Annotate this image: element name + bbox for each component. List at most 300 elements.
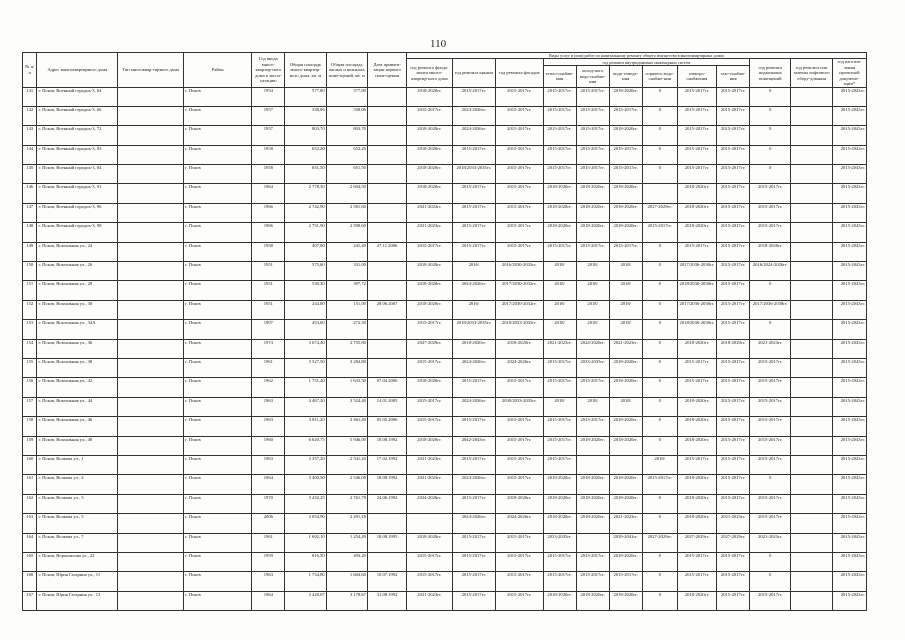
table-cell: 2015-2017гг. bbox=[677, 165, 716, 184]
table-cell: г. Псков, Вокзальная ул., 44 bbox=[37, 397, 118, 416]
table-cell: 2018-2020гг. bbox=[677, 397, 716, 416]
table-cell: 2015-2017гг. bbox=[496, 184, 544, 203]
table-cell bbox=[118, 552, 184, 571]
table-cell: 2015-2017гг. bbox=[717, 378, 750, 397]
table-cell: 2018-2020гг. bbox=[576, 591, 609, 610]
table-cell: 2018/ bbox=[543, 320, 576, 339]
table-cell: 0 bbox=[750, 552, 791, 571]
table-cell: 3 357,20 bbox=[285, 455, 326, 474]
table-cell: 2015-2017гг. bbox=[717, 591, 750, 610]
table-cell: 2018-2020гг. bbox=[609, 494, 642, 513]
table-cell bbox=[791, 223, 832, 242]
table-cell: 2015-2017гг. bbox=[677, 552, 716, 571]
table-cell: 2015-2017гг. bbox=[717, 475, 750, 494]
table-cell: 2021-2023гг. bbox=[407, 475, 452, 494]
col-basement-header: год ремонта подвальных помещений bbox=[750, 59, 791, 88]
table-cell: 2 590,60 bbox=[326, 223, 367, 242]
table-cell: г. Псков bbox=[184, 126, 252, 145]
table-cell bbox=[118, 436, 184, 455]
table-cell: 2015-2043гг. bbox=[832, 494, 866, 513]
table-cell bbox=[791, 184, 832, 203]
table-cell: 2015-2017гг. bbox=[496, 378, 544, 397]
table-cell: 2 541,20 bbox=[326, 455, 367, 474]
table-cell: 2015-2017гг. bbox=[407, 572, 452, 591]
table-cell: 0 bbox=[642, 300, 677, 319]
table-cell: 2015-2017гг. bbox=[452, 203, 495, 222]
table-cell: 2018-2020гг. bbox=[609, 203, 642, 222]
table-cell: 2015-2017гг. bbox=[496, 572, 544, 591]
table-cell: 2015-2017гг. bbox=[543, 378, 576, 397]
table-row bbox=[23, 223, 867, 242]
table-cell: 2015-2017гг. bbox=[407, 320, 452, 339]
table-cell: 2018-2020гг. bbox=[609, 436, 642, 455]
table-cell: г. Псков, Военный городок-3, 91 bbox=[37, 184, 118, 203]
table-cell: г. Псков bbox=[184, 514, 252, 533]
table-cell: 1966 bbox=[252, 223, 285, 242]
table-cell: 159 bbox=[23, 436, 37, 455]
table-cell: г. Псков, Юрия Гагарина ул., 13 bbox=[37, 591, 118, 610]
table-cell: 803,70 bbox=[285, 126, 326, 145]
col-roof-header: год ремонта крыши bbox=[452, 59, 495, 88]
table-cell: 2024-2026гг. bbox=[452, 281, 495, 300]
table-cell: 2018-2020гг. bbox=[717, 339, 750, 358]
table-cell: 0 bbox=[642, 378, 677, 397]
table-row bbox=[23, 281, 867, 300]
table-cell: 1951 bbox=[252, 262, 285, 281]
table-cell: 0 bbox=[750, 165, 791, 184]
table-cell: 2016/2030-2032гг. bbox=[496, 262, 544, 281]
table-cell: 2015-2017гг. bbox=[496, 165, 544, 184]
table-cell: 3 674,40 bbox=[285, 339, 326, 358]
table-cell: 2015-2017гг. bbox=[543, 552, 576, 571]
table-cell bbox=[791, 281, 832, 300]
table-cell: 2015-2017гг. bbox=[717, 359, 750, 378]
works-group-header: Виды услуг и (или) работ по капитальному ремонту общего имущества в многоквартирных домах bbox=[407, 53, 867, 59]
table-cell: г. Псков bbox=[184, 145, 252, 164]
table-cell bbox=[791, 203, 832, 222]
table-cell: 2015-2043гг. bbox=[832, 572, 866, 591]
table-cell: 0 bbox=[642, 281, 677, 300]
table-cell: г. Псков bbox=[184, 436, 252, 455]
table-cell: 1 632,50 bbox=[326, 378, 367, 397]
table-cell: 2024-2026гг. bbox=[452, 126, 495, 145]
table-cell: 1964 bbox=[252, 184, 285, 203]
table-cell bbox=[576, 455, 609, 474]
table-cell: 2015-2017гг. bbox=[750, 514, 791, 533]
table-cell: 2024-2026гг. bbox=[452, 475, 495, 494]
table-cell: г. Псков, Вокзальная ул., 24 bbox=[37, 242, 118, 261]
table-cell: 2015-2043гг. bbox=[832, 242, 866, 261]
table-cell: 652,20 bbox=[326, 145, 367, 164]
table-cell: 2015-2017гг. bbox=[717, 436, 750, 455]
table-cell: г. Псков, Волкова ул., 7 bbox=[37, 533, 118, 552]
table-cell: 2015-2017гг. bbox=[677, 126, 716, 145]
table-row bbox=[23, 475, 867, 494]
table-cell bbox=[118, 145, 184, 164]
table-cell: 0 bbox=[642, 591, 677, 610]
table-cell: 2018-2020гг. bbox=[543, 514, 576, 533]
table-cell: 2015-2017гг. bbox=[717, 87, 750, 106]
table-cell: 2 778,30 bbox=[285, 184, 326, 203]
table-cell: 2015-2017гг. bbox=[407, 106, 452, 125]
table-cell: г. Псков, Волкова ул., 1 bbox=[37, 455, 118, 474]
table-cell: 2024-2026гг. bbox=[576, 339, 609, 358]
table-cell: 2015-2017гг. bbox=[717, 281, 750, 300]
table-cell: 162 bbox=[23, 494, 37, 513]
table-cell: 651,50 bbox=[285, 165, 326, 184]
table-cell: 2015-2017гг. bbox=[496, 533, 544, 552]
table-cell: г. Псков bbox=[184, 339, 252, 358]
col-heat-header: тепло-снабже-ния bbox=[543, 66, 576, 87]
table-cell: 2024-2026гг. bbox=[452, 514, 495, 533]
table-cell: 3 527,50 bbox=[285, 359, 326, 378]
table-cell: 154 bbox=[23, 339, 37, 358]
table-cell bbox=[791, 397, 832, 416]
table-row bbox=[23, 359, 867, 378]
col-total-area-header: Общая площадь много-квартир-ного дома, кв. м bbox=[285, 53, 326, 88]
col-gas-header: газо-снабже-ния bbox=[717, 66, 750, 87]
table-cell: 0 bbox=[642, 552, 677, 571]
table-cell: 2015-2043гг. bbox=[832, 378, 866, 397]
table-cell: 244,00 bbox=[285, 300, 326, 319]
table-cell: г. Псков, Военный городок-3, 98 bbox=[37, 223, 118, 242]
table-cell: 272,30 bbox=[326, 320, 367, 339]
table-cell bbox=[407, 514, 452, 533]
table-cell bbox=[118, 262, 184, 281]
table-cell: 2015-2017гг. bbox=[717, 145, 750, 164]
table-cell: 2018-2020гг. bbox=[576, 203, 609, 222]
table-row bbox=[23, 417, 867, 436]
table-cell: г. Псков, Военный городок-3, 84 bbox=[37, 165, 118, 184]
table-cell bbox=[791, 514, 832, 533]
table-cell: 2015-2017гг. bbox=[452, 87, 495, 106]
table-cell: 2015-2043гг. bbox=[832, 203, 866, 222]
table-cell: 331,00 bbox=[326, 262, 367, 281]
table-cell: 2015-2017гг. bbox=[677, 378, 716, 397]
table-cell: 2015-2043гг. bbox=[832, 591, 866, 610]
table-cell: 2015-2043гг. bbox=[832, 397, 866, 416]
table-cell: 1958 bbox=[252, 165, 285, 184]
table-cell: 0 bbox=[642, 242, 677, 261]
col-electric-header: электро-снабжения bbox=[677, 66, 716, 87]
table-cell: 2027-2029гг. bbox=[677, 533, 716, 552]
table-cell: 2018-2020гг. bbox=[496, 494, 544, 513]
table-cell: 6 620,75 bbox=[285, 436, 326, 455]
table-cell: 2006 bbox=[252, 514, 285, 533]
table-cell: 0 bbox=[642, 514, 677, 533]
table-cell bbox=[791, 320, 832, 339]
table-cell: 151 bbox=[23, 281, 37, 300]
table-row bbox=[23, 262, 867, 281]
table-cell bbox=[791, 126, 832, 145]
table-cell: 2015-2017гг. bbox=[717, 242, 750, 261]
table-cell: 2021-2023гг. bbox=[609, 514, 642, 533]
table-cell: 0 bbox=[642, 262, 677, 281]
table-cell: 2015-2017гг. bbox=[677, 87, 716, 106]
table-cell: 2018/ bbox=[543, 397, 576, 416]
table-cell: 2024-2026гг. bbox=[496, 514, 544, 533]
table-cell: г. Псков bbox=[184, 300, 252, 319]
table-cell: 2018-2020гг. bbox=[407, 126, 452, 145]
table-cell: 2015-2017гг. bbox=[496, 417, 544, 436]
table-cell bbox=[118, 165, 184, 184]
table-cell: 155 bbox=[23, 359, 37, 378]
table-row bbox=[23, 203, 867, 222]
table-cell: г. Псков, Ворошилова ул., 22 bbox=[37, 552, 118, 571]
table-cell: г. Псков bbox=[184, 494, 252, 513]
col-cold-water-header: холод-ного водо-снабже-ния bbox=[576, 66, 609, 87]
table-cell: 2015-2043гг. bbox=[832, 475, 866, 494]
table-cell: 2018-2020гг. bbox=[677, 223, 716, 242]
table-cell: 2018-2020гг. bbox=[609, 223, 642, 242]
table-cell: 2 742,90 bbox=[285, 203, 326, 222]
table-cell: 2015-2043гг. bbox=[832, 320, 866, 339]
table-cell: г. Псков bbox=[184, 378, 252, 397]
col-elevator-header: год ремонта или замены лифтового обору-дования bbox=[791, 59, 832, 88]
table-cell: 2018-2020гг. bbox=[576, 436, 609, 455]
table-cell: 2018-2020гг. bbox=[407, 184, 452, 203]
table-cell: 1 751,40 bbox=[285, 378, 326, 397]
table-cell: 2015-2017гг. bbox=[717, 397, 750, 416]
table-cell: 2015-2017гг. bbox=[543, 242, 576, 261]
table-cell: 2 604,50 bbox=[326, 184, 367, 203]
table-cell: 2033-2035гг. bbox=[576, 359, 609, 378]
table-cell: 0 bbox=[642, 87, 677, 106]
table-body bbox=[23, 87, 867, 611]
table-cell: 241,40 bbox=[326, 242, 367, 261]
table-cell: 2015-2017гг. bbox=[496, 145, 544, 164]
table-cell bbox=[367, 184, 406, 203]
table-cell: 158 bbox=[23, 417, 37, 436]
table-cell: 2021-2023гг. bbox=[407, 591, 452, 610]
table-cell: 2018-2020гг. bbox=[407, 145, 452, 164]
table-cell: 2021-2023гг. bbox=[717, 514, 750, 533]
table-cell: 2018-2020гг. bbox=[609, 126, 642, 145]
table-cell bbox=[791, 494, 832, 513]
table-cell: 2015-2043гг. bbox=[832, 262, 866, 281]
table-cell: 160 bbox=[23, 455, 37, 474]
table-cell: 2018-2020гг. bbox=[407, 300, 452, 319]
table-cell: 2018-2020гг. bbox=[677, 494, 716, 513]
table-row bbox=[23, 184, 867, 203]
table-cell bbox=[367, 552, 406, 571]
col-foundation-header: год ремонта фунда-мента много-квартир-ного дома bbox=[407, 59, 452, 88]
table-cell bbox=[118, 397, 184, 416]
table-cell: 2021-2023гг. bbox=[750, 339, 791, 358]
table-cell: 142 bbox=[23, 106, 37, 125]
table-cell bbox=[367, 359, 406, 378]
table-cell: 27.11.2006 bbox=[367, 242, 406, 261]
table-cell: 1963 bbox=[252, 417, 285, 436]
table-cell bbox=[791, 87, 832, 106]
table-cell: 2015-2017гг. bbox=[750, 359, 791, 378]
table-cell: 1 604,60 bbox=[326, 572, 367, 591]
table-cell: 2018-2020гг. bbox=[677, 591, 716, 610]
table-cell: 2018-2020гг. bbox=[677, 417, 716, 436]
table-cell: г. Псков bbox=[184, 223, 252, 242]
table-cell: 2015-2017гг. bbox=[543, 572, 576, 591]
table-cell: 1957 bbox=[252, 106, 285, 125]
table-cell bbox=[118, 87, 184, 106]
table-cell: 2015-2017гг. bbox=[543, 417, 576, 436]
table-cell: г. Псков bbox=[184, 455, 252, 474]
table-cell: 2015-2017гг. bbox=[576, 145, 609, 164]
table-cell: 2016/2024-2026гг. bbox=[750, 262, 791, 281]
table-cell: 2039-2041гг. bbox=[609, 533, 642, 552]
table-cell bbox=[576, 533, 609, 552]
table-cell: 2018-2020гг. bbox=[452, 339, 495, 358]
table-cell: 2015-2017гг. bbox=[717, 223, 750, 242]
table-cell: 1961 bbox=[252, 533, 285, 552]
table-cell: 2018/ bbox=[576, 397, 609, 416]
table-cell: 0 bbox=[750, 106, 791, 125]
table-cell: 2015-2017гг. bbox=[677, 359, 716, 378]
table-cell: г. Псков bbox=[184, 417, 252, 436]
table-cell: 1964 bbox=[252, 475, 285, 494]
col-house-type-header: Тип многоквар-тирного дома bbox=[118, 53, 184, 88]
table-cell: 2 755,80 bbox=[326, 339, 367, 358]
table-cell: 2015-2017гг. bbox=[677, 145, 716, 164]
table-cell: 2024-2026гг. bbox=[496, 359, 544, 378]
table-cell: 2015-2017гг. bbox=[717, 494, 750, 513]
table-cell: 2018-2020гг. bbox=[750, 242, 791, 261]
table-cell: 1973 bbox=[252, 339, 285, 358]
table-row bbox=[23, 494, 867, 513]
table-cell: 145 bbox=[23, 165, 37, 184]
table-cell: 0 bbox=[750, 572, 791, 591]
table-cell: 2015-2017гг. bbox=[677, 242, 716, 261]
table-cell: г. Псков, Военный городок-3, 96 bbox=[37, 203, 118, 222]
table-cell: 2015-2017гг. bbox=[543, 87, 576, 106]
table-cell: 28.06.2007 bbox=[367, 300, 406, 319]
table-cell: 2015-2017гг. bbox=[609, 165, 642, 184]
table-row bbox=[23, 572, 867, 591]
table-cell: 2021-2023гг. bbox=[407, 455, 452, 474]
table-cell bbox=[791, 359, 832, 378]
table-cell: 2015-2017гг. bbox=[496, 126, 544, 145]
table-cell: 143 bbox=[23, 126, 37, 145]
col-hot-water-header: горячего водо-снабже-ния bbox=[642, 66, 677, 87]
table-cell: г. Псков bbox=[184, 281, 252, 300]
table-cell: 1958 bbox=[252, 145, 285, 164]
table-cell bbox=[791, 417, 832, 436]
table-cell: 2015-2017гг. bbox=[717, 552, 750, 571]
table-cell: 1963 bbox=[252, 572, 285, 591]
table-row bbox=[23, 552, 867, 571]
table-cell: 2018-2020гг. bbox=[543, 203, 576, 222]
table-cell bbox=[791, 145, 832, 164]
table-cell: 2015-2017гг. bbox=[750, 378, 791, 397]
table-cell bbox=[791, 339, 832, 358]
table-cell: 2 751,90 bbox=[285, 223, 326, 242]
table-cell: 2018-2020гг. bbox=[407, 436, 452, 455]
table-cell: 2015-2043гг. bbox=[832, 184, 866, 203]
table-cell: 2015-2017гг. bbox=[543, 165, 576, 184]
table-cell: 2018-2020гг. bbox=[677, 514, 716, 533]
table-cell: 2024-2026гг. bbox=[452, 397, 495, 416]
table-cell: 2015-2043гг. bbox=[832, 126, 866, 145]
table-cell: 2018/ bbox=[543, 281, 576, 300]
table-cell: 2015-2017гг. bbox=[543, 106, 576, 125]
table-cell: 2015-2017гг. bbox=[717, 165, 750, 184]
table-cell: 3 284,80 bbox=[326, 359, 367, 378]
table-cell: 3 420,07 bbox=[285, 591, 326, 610]
table-cell: 2015-2017гг. bbox=[407, 417, 452, 436]
col-year-built-header: Год ввода много-квартир-ного дома в экспл-уатацию bbox=[252, 53, 285, 88]
table-cell bbox=[609, 455, 642, 474]
table-cell: 2018-2020гг. bbox=[543, 184, 576, 203]
table-cell: 165 bbox=[23, 552, 37, 571]
table-cell: 0 bbox=[750, 126, 791, 145]
table-cell: 2015-2017гг. bbox=[609, 145, 642, 164]
table-cell: 1963 bbox=[252, 455, 285, 474]
table-cell: 2015-2043гг. bbox=[832, 417, 866, 436]
table-row bbox=[23, 591, 867, 610]
table-cell: г. Псков, Военный городок-3, 72 bbox=[37, 126, 118, 145]
table-cell: 3 432,25 bbox=[285, 494, 326, 513]
table-cell: 0 bbox=[642, 436, 677, 455]
table-cell: 2015-2043гг. bbox=[832, 533, 866, 552]
table-cell bbox=[118, 591, 184, 610]
table-cell: 0 bbox=[642, 320, 677, 339]
table-cell bbox=[118, 572, 184, 591]
table-cell: 2015-2017гг. bbox=[496, 455, 544, 474]
table-cell: 2018/ bbox=[543, 300, 576, 319]
table-cell: 17.02.1992 bbox=[367, 455, 406, 474]
table-cell: 2015-2017гг. bbox=[717, 262, 750, 281]
table-cell: 2015-2017гг. bbox=[452, 552, 495, 571]
table-cell bbox=[367, 281, 406, 300]
table-cell bbox=[118, 339, 184, 358]
table-cell: 2015-2017гг. bbox=[609, 106, 642, 125]
table-cell: 2018/2033-2035гг. bbox=[452, 165, 495, 184]
table-cell: 2018/2036-2038гг. bbox=[677, 281, 716, 300]
table-cell: 2015-2017гг. bbox=[642, 223, 677, 242]
table-cell: 3 054,90 bbox=[285, 514, 326, 533]
table-cell: 0 bbox=[642, 126, 677, 145]
table-cell: г. Псков, Вокзальная ул., 42 bbox=[37, 378, 118, 397]
table-cell: 2015-2017гг. bbox=[717, 300, 750, 319]
table-cell: 2018-2020гг. bbox=[576, 494, 609, 513]
table-cell: 2018-2020гг. bbox=[609, 552, 642, 571]
table-cell: 2015-2017гг. bbox=[407, 359, 452, 378]
table-cell bbox=[367, 87, 406, 106]
table-cell: 2018-2020гг. bbox=[576, 184, 609, 203]
table-cell: 2018/ bbox=[576, 300, 609, 319]
table-cell: 2018-2020гг. bbox=[677, 475, 716, 494]
table-cell: 2015-2017гг. bbox=[407, 552, 452, 571]
table-cell: 2018/2033-2035гг. bbox=[496, 320, 544, 339]
table-cell: 2018-2020гг. bbox=[407, 87, 452, 106]
table-cell: 2015-2017гг. bbox=[543, 359, 576, 378]
table-cell bbox=[791, 552, 832, 571]
table-cell: 2015-2017гг. bbox=[452, 145, 495, 164]
table-cell: 2 581,60 bbox=[326, 203, 367, 222]
table-cell bbox=[118, 281, 184, 300]
table-cell: г. Псков bbox=[184, 320, 252, 339]
table-cell: 2015-2017гг. bbox=[576, 165, 609, 184]
table-cell: 2018-2020гг. bbox=[407, 533, 452, 552]
table-cell: 1966 bbox=[252, 203, 285, 222]
table-cell bbox=[791, 106, 832, 125]
table-cell bbox=[367, 514, 406, 533]
table-row bbox=[23, 378, 867, 397]
table-cell: 2027-2029гг. bbox=[407, 339, 452, 358]
table-row bbox=[23, 300, 867, 319]
col-facade-header: год ремонта фасадов bbox=[496, 59, 544, 88]
col-num-header: № п/п bbox=[23, 53, 37, 88]
table-cell: 2027-2029гг. bbox=[717, 533, 750, 552]
